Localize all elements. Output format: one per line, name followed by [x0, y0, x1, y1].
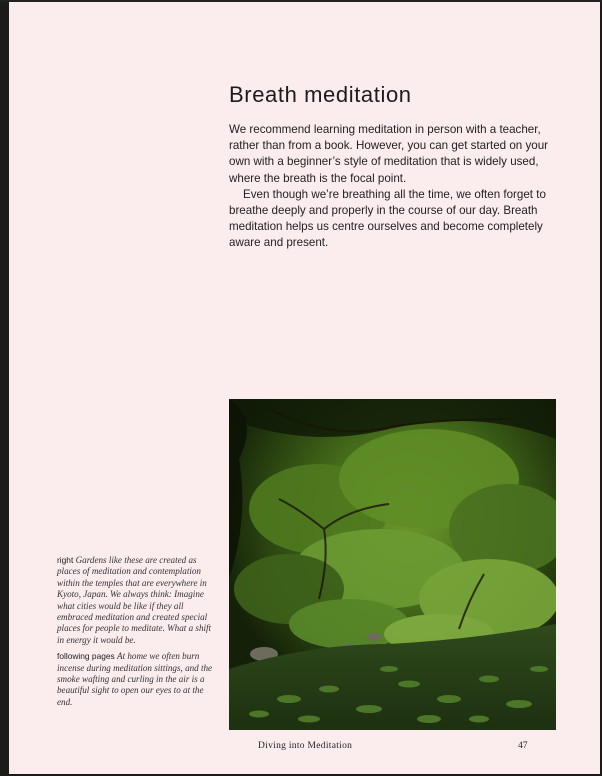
running-footer-title: Diving into Meditation [258, 741, 353, 751]
garden-photo-illustration [229, 399, 556, 730]
caption-lead-following: following pages [57, 651, 115, 662]
caption-text-right: Gardens like these are created as places of meditation and contemplation within the temples that are everywhere in Kyoto, Japan. We always think: Imagine what cities would be like if they all embraced meditation and created special places for people to meditate. What a shift in energy it would be. [57, 555, 212, 645]
caption-item-right [57, 555, 219, 646]
caption-text-following: At home we often burn incense during meditation sittings, and the smoke wafting and curling in the air is a beautiful sight to open our eyes to at the end. [57, 651, 213, 707]
article-body [229, 122, 569, 252]
paragraph-2: Even though we’re breathing all the time, we often forget to breathe deeply and properly in the course of our day. Breath meditation helps us centre ourselves and become completely aware and present. [229, 187, 546, 250]
caption-item-following [57, 651, 219, 708]
photo-caption [57, 555, 219, 713]
page-title: Breath meditation [229, 82, 412, 107]
caption-lead-right: right [57, 555, 74, 565]
page-number: 47 [518, 741, 528, 751]
paragraph-1: We recommend learning meditation in person with a teacher, rather than from a book. However, you can get started on your own with a beginner’s style of meditation that is widely used, where the breath is the focal point. [229, 123, 549, 185]
garden-pond-photo [229, 399, 556, 730]
